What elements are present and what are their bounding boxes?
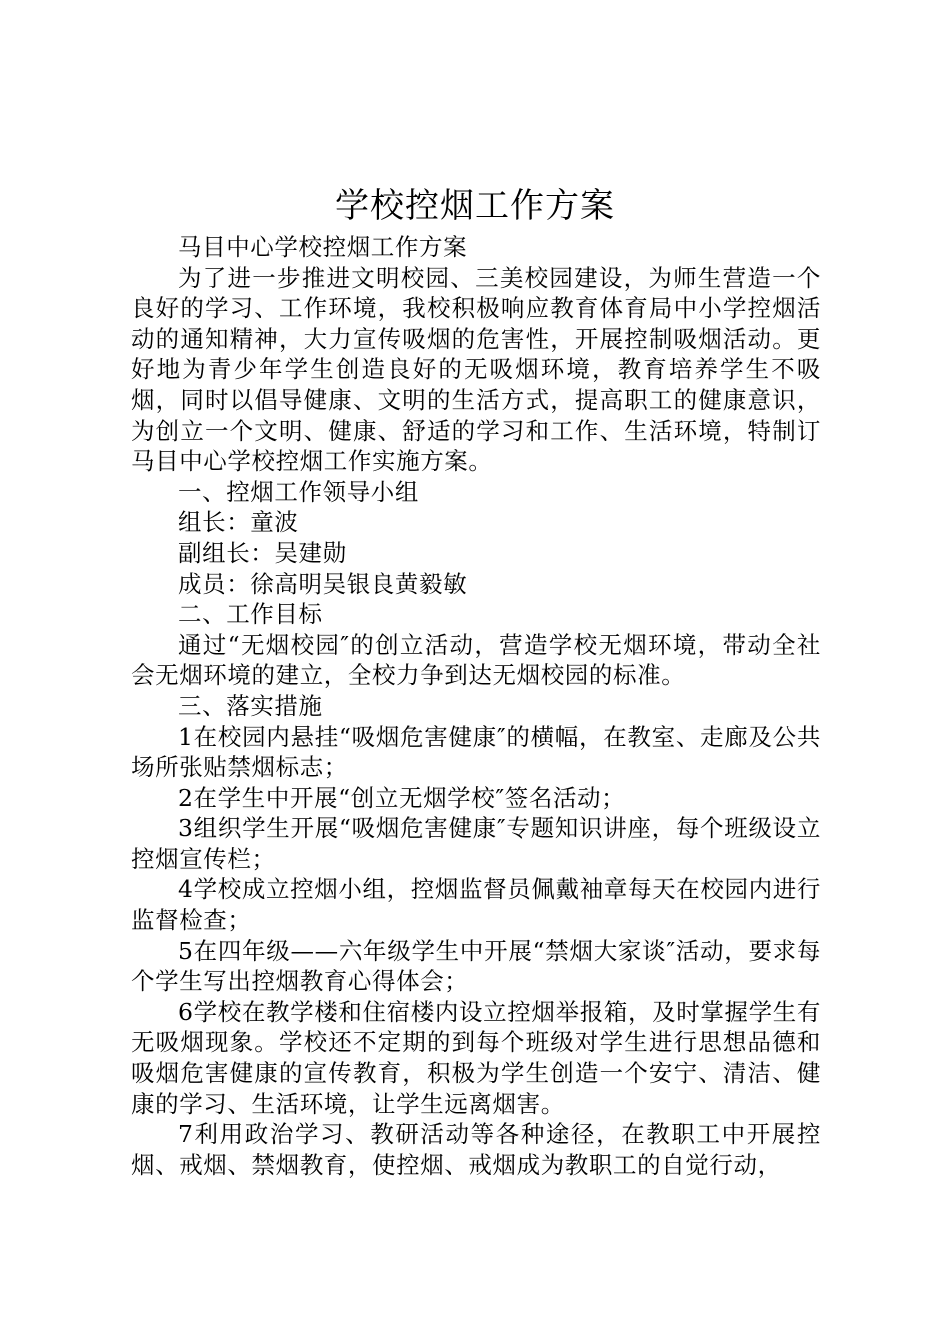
measure-item-3: 3组织学生开展“吸烟危害健康″专题知识讲座，每个班级设立控烟宣传栏； (131, 814, 821, 873)
paragraph-leader: 组长：童波 (178, 508, 299, 537)
measure-item-2: 2在学生中开展“创立无烟学校″签名活动； (178, 783, 626, 812)
paragraph-goals: 通过“无烟校园″的创立活动，营造学校无烟环境，带动全社会无烟环境的建立，全校力争到达无烟校园的标准。 (131, 630, 821, 690)
document-body (131, 232, 821, 1180)
section-heading-measures: 三、落实措施 (178, 691, 323, 720)
paragraph-intro: 为了进一步推进文明校园、三美校园建设，为师生营造一个良好的学习、工作环境，我校积极响应教育体育局中小学控烟活动的通知精神，大力宣传吸烟的危害性，开展控制吸烟活动。更好地为青少年学生创造良好的无吸烟环境，教育培养学生不吸烟，同时以倡导健康、文明的生活方式，提高职工的健康意识，为创立一个文明、健康、舒适的学习和工作、生活环境，特制订马目中心学校控烟工作实施方案。 (131, 263, 821, 476)
document-title: 学校控烟工作方案 (335, 186, 615, 226)
measure-item-4: 4学校成立控烟小组，控烟监督员佩戴袖章每天在校园内进行监督检查； (131, 875, 821, 935)
section-heading-leadership: 一、控烟工作领导小组 (178, 477, 419, 506)
paragraph-members: 成员：徐高明吴银良黄毅敏 (178, 569, 468, 598)
paragraph-deputy-leader: 副组长：吴建勋 (178, 538, 347, 567)
section-heading-goals: 二、工作目标 (178, 600, 323, 629)
measure-item-7: 7利用政治学习、教研活动等各种途径，在教职工中开展控烟、戒烟、禁烟教育，使控烟、戒烟成为教职工的自觉行动， (131, 1120, 821, 1179)
measure-item-6: 6学校在教学楼和住宿楼内设立控烟举报箱，及时掌握学生有无吸烟现象。学校还不定期的到每个班级对学生进行思想品德和吸烟危害健康的宣传教育，积极为学生创造一个安宁、清洁、健康的学习、生活环境，让学生远离烟害。 (131, 997, 821, 1118)
paragraph-subtitle: 马目中心学校控烟工作方案 (178, 233, 468, 261)
measure-item-5: 5在四年级——六年级学生中开展“禁烟大家谈″活动，要求每个学生写出控烟教育心得体会； (131, 936, 821, 996)
measure-item-1: 1在校园内悬挂“吸烟危害健康″的横幅，在教室、走廊及公共场所张贴禁烟标志； (131, 722, 821, 782)
